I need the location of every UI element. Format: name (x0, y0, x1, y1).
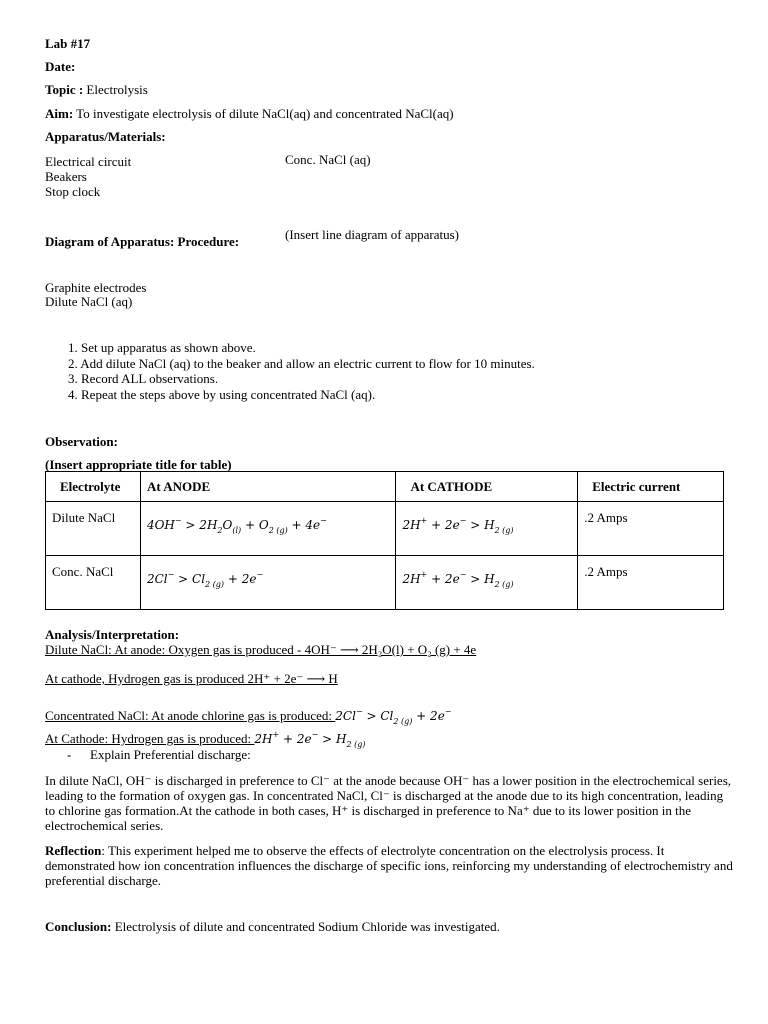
analysis-line-concentrated (45, 704, 452, 729)
hydrogen-equation: $2H^+ + 2e^- > H_{2 (g)}$ (254, 730, 366, 749)
col-header-cathode: At CATHODE (396, 472, 578, 502)
hydrogen-label: At Cathode: Hydrogen gas is produced: (45, 731, 255, 746)
reflection-label: Reflection (45, 843, 102, 858)
aim-value: To investigate electrolysis of dilute NaCl(aq) and concentrated NaCl(aq) (73, 106, 454, 121)
reflection-paragraph (45, 843, 735, 888)
topic-line (45, 82, 148, 97)
conclusion-label: Conclusion: (45, 919, 112, 934)
apparatus-heading: Apparatus/Materials: (45, 129, 166, 144)
cell-cathode-equation: $2H^+ + 2e^- > H_{2 (g)}$ (396, 502, 578, 556)
bullet-dash: - (67, 747, 72, 762)
cell-anode-equation: $4OH^- > 2H_2O_{(l)} + O_{2 (g)} + 4e^-$ (140, 502, 395, 556)
concentrated-label: Concentrated NaCl: At anode chlorine gas is produced: (45, 708, 336, 723)
col-header-electrolyte: Electrolyte (46, 472, 141, 502)
apparatus-item: Electrical circuit (45, 154, 132, 169)
observation-table (45, 471, 724, 610)
date-label: Date: (45, 59, 76, 74)
procedure-step: 1. Set up apparatus as shown above. (68, 340, 256, 355)
topic-value: Electrolysis (83, 82, 148, 97)
analysis-heading: Analysis/Interpretation: (45, 627, 180, 642)
table-row (46, 502, 724, 556)
analysis-line-dilute: Dilute NaCl: At anode: Oxygen gas is produced - 4OH⁻ ⟶ 2H₂O(l) + O₂ (g) + 4e (45, 642, 477, 657)
procedure-step: 4. Repeat the steps above by using concentrated NaCl (aq). (68, 387, 376, 402)
table-title: (Insert appropriate title for table) (45, 457, 232, 472)
analysis-paragraph: In dilute NaCl, OH⁻ is discharged in preference to Cl⁻ at the anode because OH⁻ has a lower position in the electrochemical series, leading to the formation of oxygen gas. In concentrated NaCl, Cl⁻ is discharged at the anode due to its high concentration, leading to chlorine gas formation.At the cathode in both cases, H⁺ is discharged in preference to Na⁺ due to its lower position in the electrochemical series. (45, 773, 732, 833)
bullet-preferential: Explain Preferential discharge: (90, 747, 251, 762)
cell-cathode-equation: $2H^+ + 2e^- > H_{2 (g)}$ (396, 556, 578, 610)
diagram-heading: Diagram of Apparatus: Procedure: (45, 234, 240, 249)
col-header-anode: At ANODE (140, 472, 395, 502)
cell-electrolyte: Dilute NaCl (46, 502, 141, 556)
reflection-text: : This experiment helped me to observe the effects of electrolyte concentration on the electrolysis process. It demonstrated how ion concentration influences the discharge of specific ions, reinforcing my understanding of electrochemistry and preferential discharge. (45, 843, 733, 888)
apparatus-extra-item: Dilute NaCl (aq) (45, 294, 133, 309)
table-header-row (46, 472, 724, 502)
apparatus-item: Stop clock (45, 184, 101, 199)
conclusion-text: Electrolysis of dilute and concentrated Sodium Chloride was investigated. (111, 919, 500, 934)
apparatus-item: Beakers (45, 169, 87, 184)
procedure-step: 3. Record ALL observations. (68, 371, 219, 386)
lab-number: Lab #17 (45, 36, 91, 51)
cell-electrolyte: Conc. NaCl (46, 556, 141, 610)
cell-anode-equation: $2Cl^- > Cl_{2 (g)} + 2e^-$ (140, 556, 395, 610)
cell-current: .2 Amps (578, 556, 724, 610)
table-row (46, 556, 724, 610)
col-header-current: Electric current (578, 472, 724, 502)
observation-heading: Observation: (45, 434, 118, 449)
apparatus-item-right: Conc. NaCl (aq) (285, 152, 371, 167)
cell-current: .2 Amps (578, 502, 724, 556)
aim-label: Aim: (45, 106, 74, 121)
chlorine-equation: $2Cl^- > Cl_{2 (g)} + 2e^-$ (335, 707, 452, 726)
procedure-step: 2. Add dilute NaCl (aq) to the beaker and allow an electric current to flow for 10 minutes. (68, 356, 535, 371)
analysis-line-cathode: At cathode, Hydrogen gas is produced 2H⁺ + 2e⁻ ⟶ H (45, 671, 338, 686)
apparatus-extra-item: Graphite electrodes (45, 280, 147, 295)
aim-line (45, 106, 454, 121)
diagram-placeholder: (Insert line diagram of apparatus) (285, 227, 459, 242)
conclusion-line (45, 919, 500, 934)
topic-label: Topic : (45, 82, 84, 97)
